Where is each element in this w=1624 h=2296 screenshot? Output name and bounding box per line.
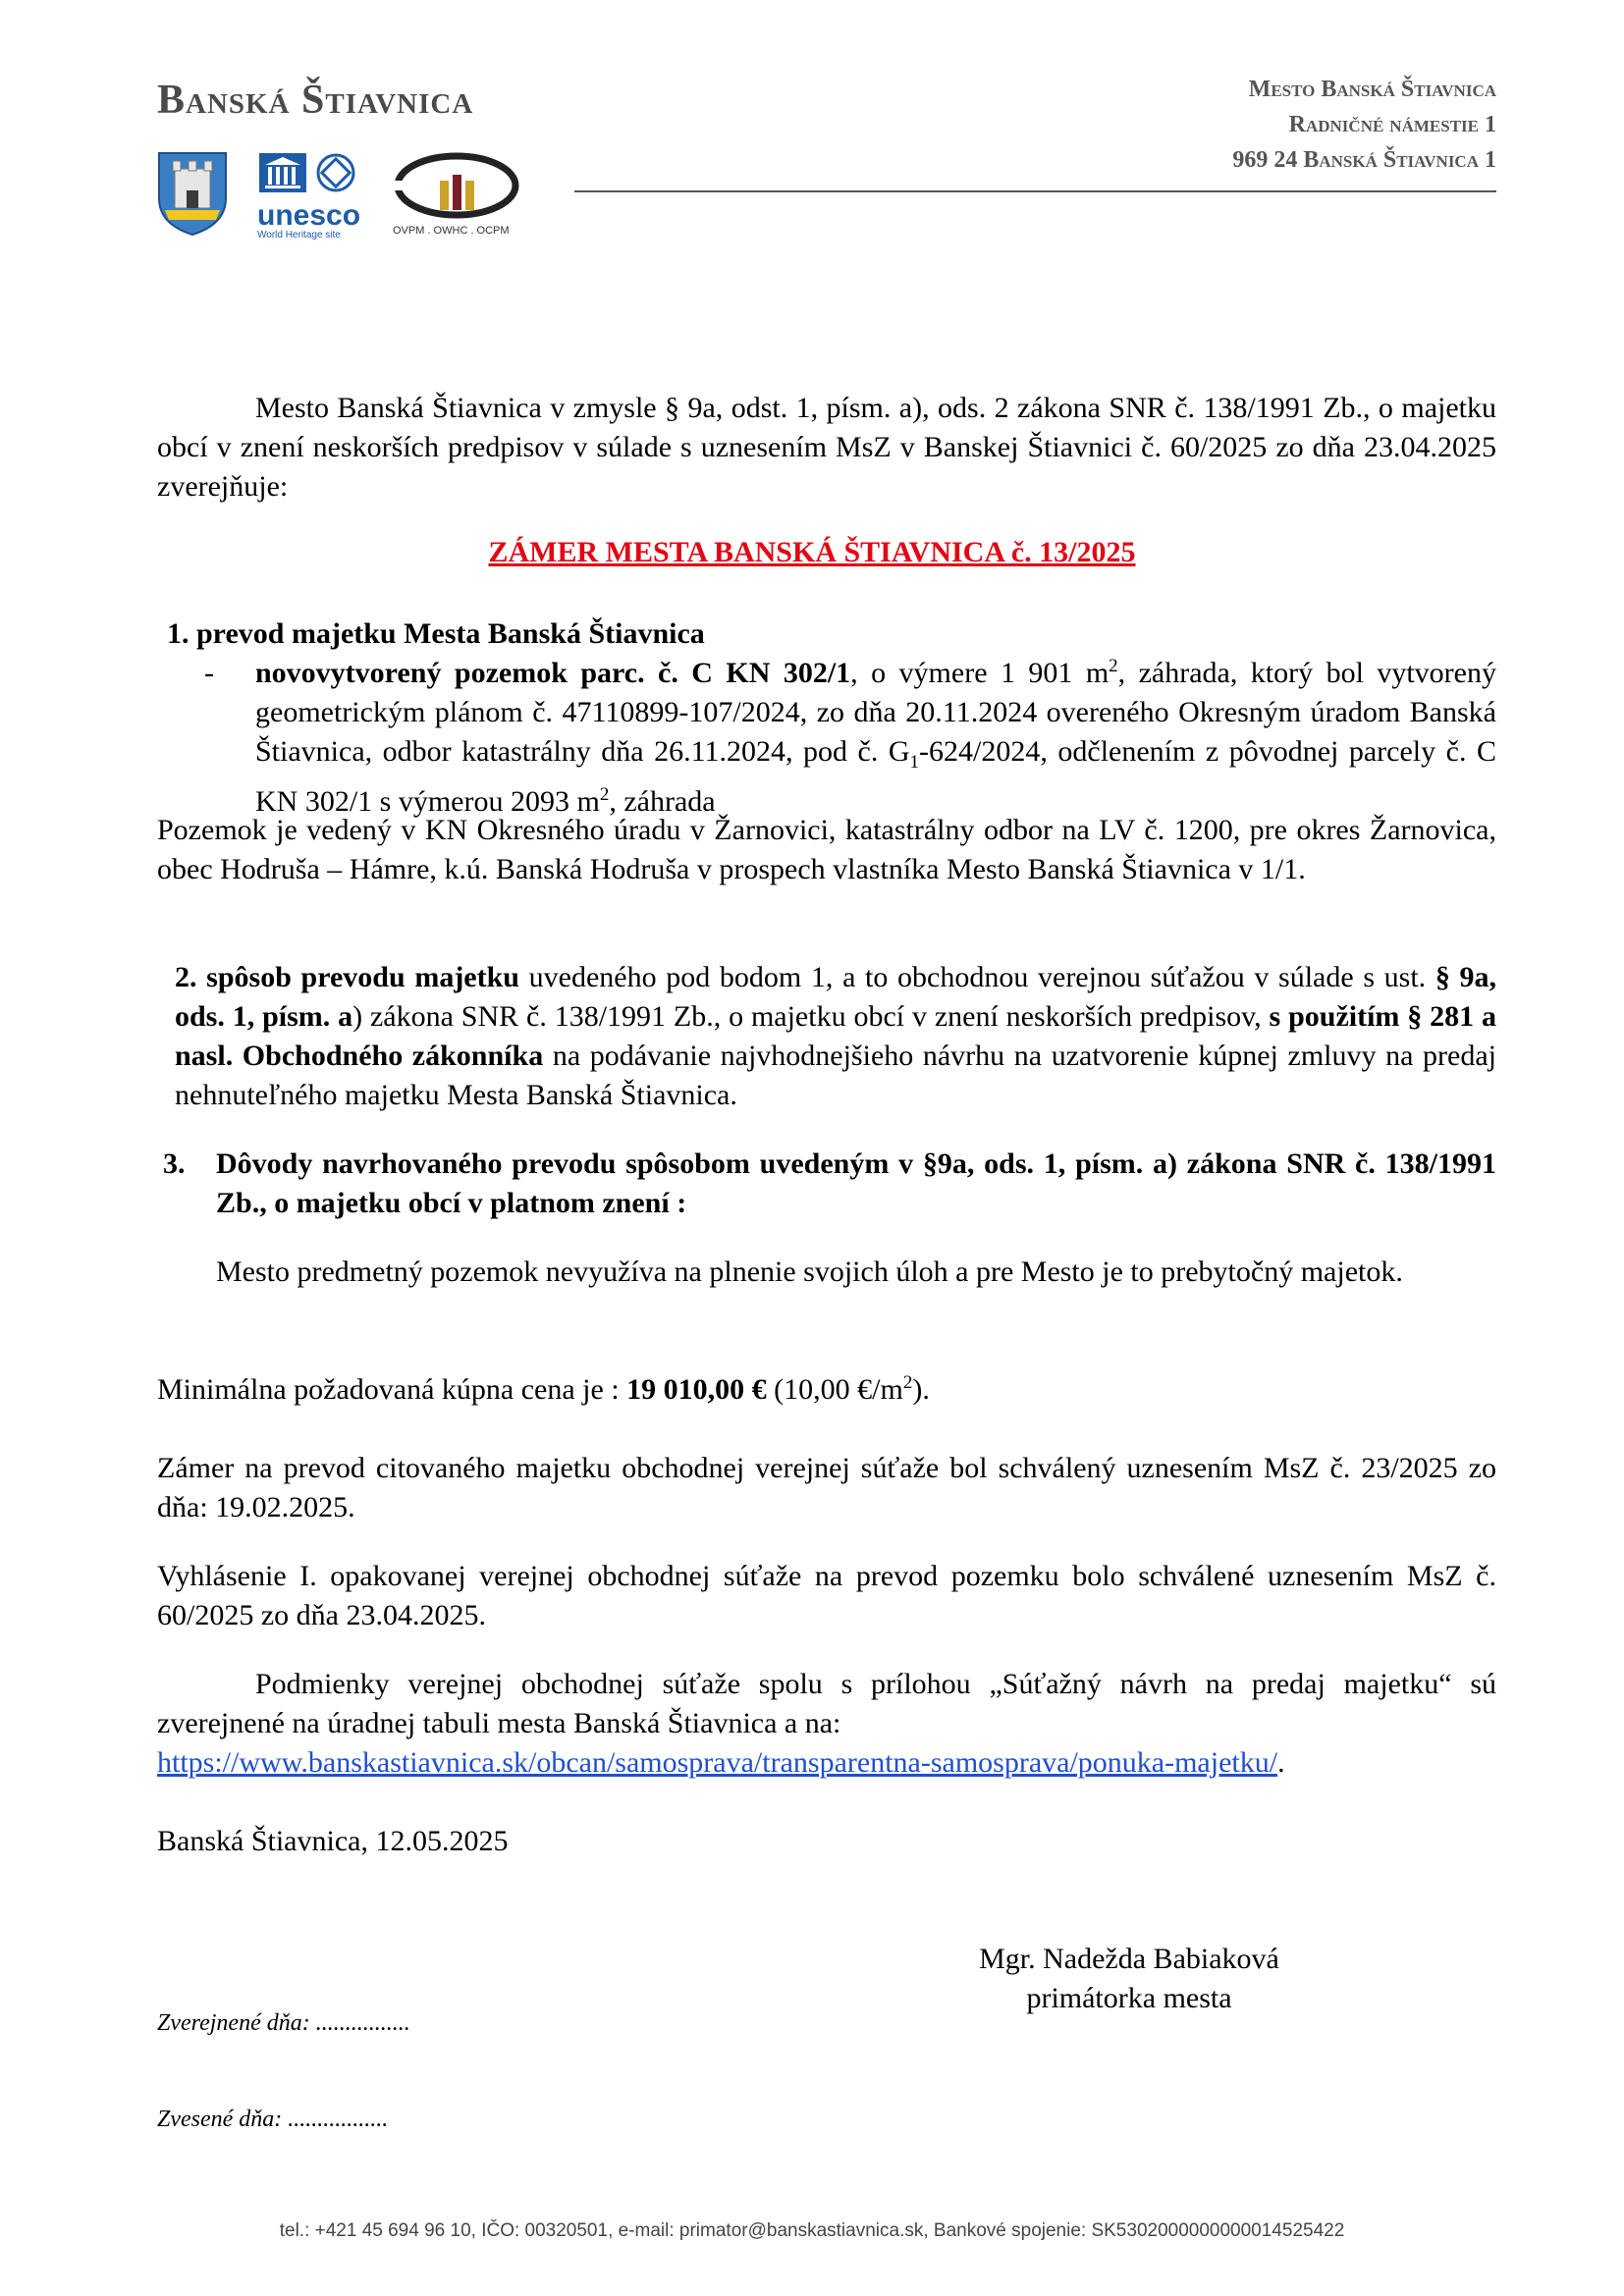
document-title: ZÁMER MESTA BANSKÁ ŠTIAVNICA č. 13/2025 [488,536,1136,568]
parcel-origin: -624/2024, odčlenením z pôvodnej parcely č. C KN 302/1 s výmerou 2093 m [255,735,1496,818]
property-offer-link[interactable]: https://www.banskastiavnica.sk/obcan/samosprava/transparentna-samosprava/ponuka-majetku/ [157,1746,1278,1779]
address-line-3: 969 24 Banská Štiavnica 1 [1232,147,1496,173]
approval-paragraph-2: Vyhlásenie I. opakovanej verejnej obchodnej súťaže na prevod pozemku bolo schválené uznesením MsZ č. 60/2025 zo dňa 23.04.2025. [157,1560,1496,1631]
place-and-date: Banská Štiavnica, 12.05.2025 [157,1825,509,1857]
link-period: . [1277,1746,1285,1779]
section-3-text: Mesto predmetný pozemok nevyužíva na plnenie svojich úloh a pre Mesto je to prebytočný majetok. [216,1255,1403,1288]
removed-date-field: Zvesené dňa: ................. [157,2107,389,2132]
price-value: 19 010,00 € [626,1373,767,1406]
signatory-role: primátorka mesta [1026,1982,1232,2014]
section-2-text-3: na podávanie najvhodnejšieho návrhu na uzatvorenie kúpnej zmluvy na predaj nehnuteľného majetku Mesta Banská Štiavnica. [175,1040,1496,1111]
price-unit-superscript: 2 [902,1372,913,1393]
area-unit-superscript: 2 [1109,656,1118,676]
section-2-text-1: uvedeného pod bodom 1, a to obchodnou verejnou súťažou v súlade s ust. [519,961,1435,993]
footer-contact: tel.: +421 45 694 96 10, IČO: 00320501, e-mail: primator@banskastiavnica.sk, Bankové spojenie: SK5302000000000014525422 [279,2220,1345,2241]
section-2-heading: 2. spôsob prevodu majetku [175,961,519,993]
unesco-emblem-icon [257,151,375,202]
section-2-text-2: ) zákona SNR č. 138/1991 Zb., o majetku obcí v znení neskorších predpisov, [352,1000,1270,1033]
section-1-heading: 1. prevod majetku Mesta Banská Štiavnica [167,617,705,650]
city-name-heading: Banská Štiavnica [157,78,474,123]
address-line-1: Mesto Banská Štiavnica [1248,77,1496,102]
ovpm-logo [393,151,530,240]
coat-of-arms-icon [157,151,228,236]
price-rate: (10,00 €/m [766,1373,903,1406]
section-2-paragraph [175,958,1496,1115]
section-3-heading: Dôvody navrhovaného prevodu spôsobom uvedeným v §9a, ods. 1, písm. a) zákona SNR č. 138/1991 Zb., o majetku obcí v platnom znení : [216,1148,1496,1219]
unesco-text: unesco [257,199,361,232]
conditions-paragraph: Podmienky verejnej obchodnej súťaže spolu s prílohou „Súťažný návrh na predaj majetku“ sú zverejnené na úradnej tabuli mesta Banská Štiavnica a na: [157,1668,1496,1739]
parcel-description: , záhrada, ktorý bol vytvorený geometrickým plánom č. 47110899-107/2024, zo dňa 20.11.2024 overeného Okresným úradom Banská Štiavnica, odbor katastrálny dňa 26.11.2024, pod č. G [255,657,1496,768]
price-end: ). [912,1373,930,1406]
address-line-2: Radničné námestie 1 [1288,112,1496,137]
conditions-link-line [157,1743,1285,1783]
parcel-area-text: , o výmere 1 901 m [850,657,1110,689]
area-unit-superscript-2: 2 [599,784,610,805]
section-1-dash: - [204,657,214,689]
unesco-subtitle: World Heritage site [257,230,341,240]
approval-paragraph-1: Zámer na prevod citovaného majetku obchodnej verejnej súťaže bol schválený uznesením MsZ č. 23/2025 zo dňa: 19.02.2025. [157,1452,1496,1523]
ovpm-emblem-icon [393,151,520,220]
section-2-law-ref: § 9a, ods. 1, písm. a [175,961,1496,1033]
parcel-type: , záhrada [609,785,716,818]
section-2-commercial-code: s použitím § 281 a nasl. Obchodného zákonníka [175,1000,1497,1072]
parcel-number: novovytvorený pozemok parc. č. C KN 302/1 [255,657,851,689]
ovpm-text: OVPM . OWHC . OCPM [393,225,510,237]
g1-subscript: 1 [909,752,920,773]
price-label: Minimálna požadovaná kúpna cena je : [157,1373,627,1406]
published-date-field: Zverejnené dňa: ................ [157,2010,410,2036]
section-3-number: 3. [163,1148,186,1180]
header-divider [574,190,1496,192]
section-1-item [255,654,1496,822]
signatory-name: Mgr. Nadežda Babiaková [979,1943,1279,1975]
land-registry-note: Pozemok je vedený v KN Okresného úradu v Žarnovici, katastrálny odbor na LV č. 1200, pre okres Žarnovica, obec Hodruša – Hámre, k.ú. Banská Hodruša v prospech vlastníka Mesto Banská Štiavnica v 1/1. [157,814,1496,885]
intro-paragraph: Mesto Banská Štiavnica v zmysle § 9a, odst. 1, písm. a), ods. 2 zákona SNR č. 138/1991 Zb., o majetku obcí v znení neskorších predpisov v súlade s uznesením MsZ v Banskej Štiavnici č. 60/2025 zo dňa 23.04.2025 zverejňuje: [157,392,1496,503]
minimum-price-line [157,1370,930,1410]
unesco-logo [257,151,375,241]
